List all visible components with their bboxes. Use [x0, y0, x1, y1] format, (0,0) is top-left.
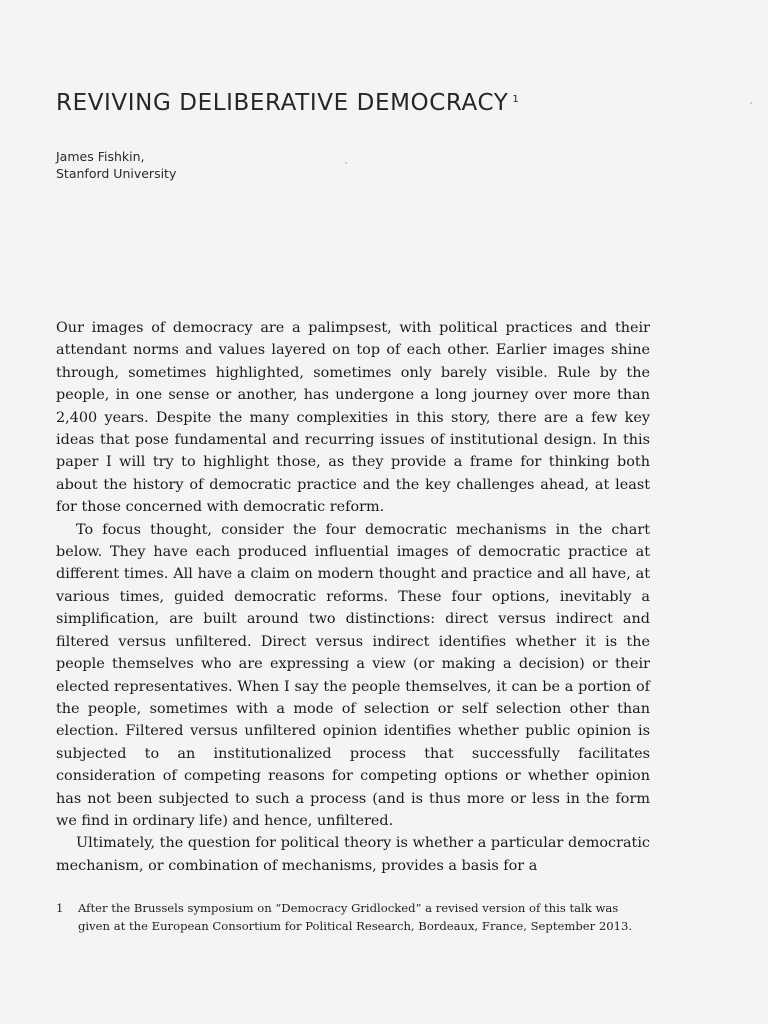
author-name: James Fishkin,	[56, 149, 145, 164]
paper-speck	[345, 162, 347, 164]
article-title	[56, 90, 519, 116]
author-affiliation: Stanford University	[56, 166, 177, 181]
footnote-text: After the Brussels symposium on “Democracy Gridlocked” a revised version of this talk was given at the European Consortium for Political Research, Bordeaux, France, September 2013.	[78, 901, 633, 933]
paragraph-1: Our images of democracy are a palimpsest, with political practices and their attendant norms and values layered on top of each other. Earlier images shine through, sometimes highlighted, sometimes only barely visible. Rule by the people, in one sense or another, has undergone a long journey over more than 2,400 years. Despite the many complexities in this story, there are a few key ideas that pose fundamental and recurring issues of institutional design. In this paper I will try to highlight those, as they provide a frame for thinking both about the history of democratic practice and the key challenges ahead, at least for those concerned with democratic reform.	[56, 320, 650, 516]
footnote	[56, 899, 650, 935]
paragraph-2: To focus thought, consider the four democratic mechanisms in the chart below. They have each produced influential images of democratic practice at different times. All have a claim on modern thought and practice and all have, at various times, guided democratic reforms. These four options, inevitably a simplification, are built around two distinctions: direct versus indirect and filtered versus unfiltered. Direct versus indirect identifies whether it is the people themselves who are expressing a view (or making a decision) or their elected representatives. When I say the people themselves, it can be a portion of the people, sometimes with a mode of selection or self selection other than election. Filtered versus unfiltered opinion identifies whether public opinion is subjected to an institutionalized process that successfully facilitates consideration of competing reasons for competing options or whether opinion has not been subjected to such a process (and is thus more or less in the form we find in ordinary life) and hence, unfiltered.	[56, 521, 650, 829]
paragraph-3: Ultimately, the question for political theory is whether a particular democratic mechanism, or combination of mechanisms, provides a basis for a	[56, 835, 650, 874]
footnote-number: 1	[56, 901, 64, 915]
author-block	[56, 148, 176, 182]
article-title-text: REVIVING DELIBERATIVE DEMOCRACY	[56, 90, 509, 116]
paper-speck	[750, 102, 752, 104]
title-footnote-marker[interactable]: 1	[512, 94, 519, 105]
body-text	[56, 317, 650, 877]
